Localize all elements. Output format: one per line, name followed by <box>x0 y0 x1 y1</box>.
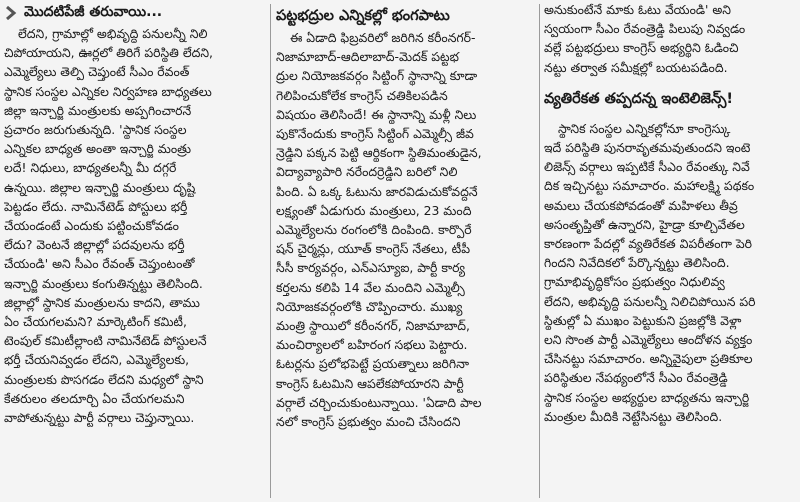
text-line: స్థితుల్లో ఏ ముఖం పెట్టుకుని ప్రజల్లోకి వెళ్లా <box>544 312 742 328</box>
text-line: గెలిపించుకోలేక కాంగ్రెస్ చతికిలపడిన <box>276 87 448 103</box>
text-line: కర్తలను కలిపి 14 వేల మందిని ఎమ్మెల్సీ <box>276 279 465 295</box>
text-line: స్థానిక సంస్థల ఎన్నికల్లోనూ కాంగ్రెస్కు <box>558 120 731 136</box>
continuation-heading <box>4 2 264 24</box>
article-column-2 <box>276 0 534 502</box>
text-line: స్వయంగా సీఎం రేవంత్రెడ్డి పిలుపు నివ్వడం <box>544 21 746 37</box>
text-line: లేదు? వెంటనే జిల్లాల్లో పదవులను భర్తీ <box>4 237 185 253</box>
text-line: చేయండంటే ఎందుకు పట్టించుకోవడం <box>4 218 179 234</box>
text-line: చేయండి' అని సీఎం రేవంత్ చెప్తుంటంతో <box>4 256 195 272</box>
text-line: దిక ఇచ్చినట్టు సమాచారం. మహాలక్ష్మి పథకం <box>544 178 755 194</box>
text-line: ఎమ్మెల్యేలు తెల్పి చెప్తుంటే సీఎం రేవంత్ <box>4 64 190 80</box>
text-line: నియోజకవర్గంలోకి చొప్పించారు. ముఖ్య <box>276 298 463 314</box>
text-line: విద్యావ్యాపారి నరేందర్రెడ్డిని బరిలో నిలి <box>276 164 458 180</box>
column-3-body <box>544 119 796 426</box>
text-line: లేదని, అభివృద్ధి పనులన్నీ నిలిచిపోయిన పరి <box>544 293 756 309</box>
text-line: వల్లే పట్టభద్రులు కాంగ్రెస్ అభ్యర్థిని ఓడించి <box>544 40 739 56</box>
text-line: అసంతృప్తితో ఉన్నారని, హైడ్రా కూల్చివేతల <box>544 216 745 232</box>
text-line: కారణంగా పేదల్లో వ్యతిరేకత విపరీతంగా పెరి <box>544 236 753 252</box>
text-line: చిపోయాయని, ఊర్లలో తిరిగే పరిస్థితి లేదని, <box>4 45 213 61</box>
subheading-graduates-election: పట్టభద్రుల ఎన్నికల్లో భంగపాటు <box>276 8 450 24</box>
text-line: గ్రామాభివృద్ధికోసం ప్రభుత్వం నిధులివ్వ <box>544 274 725 290</box>
text-line: భర్తీ చేయనివ్వడం లేదని, ఎమ్మెల్యేలకు, <box>4 352 190 368</box>
text-line: స్థానిక సంస్థల ఎన్నికల నిర్వహణ బాధ్యతలు <box>4 83 212 99</box>
column-3-top-body <box>544 0 796 77</box>
text-line: నిజామాబాద్-ఆదిలాబాద్-మెదక్ పట్టభ <box>276 49 459 65</box>
column-divider <box>539 4 540 498</box>
chevron-right-icon <box>4 6 18 20</box>
continuation-heading-text: మొదటిపేజీ తరువాయి... <box>24 3 163 20</box>
text-line: కేతరులం తలదూర్చి ఏం చేయగలమని <box>4 390 185 406</box>
text-line: ఇదే పరిస్థితి పునరావృతమవుతుందని ఇంటె <box>544 140 751 156</box>
text-line: ఎన్నికల బాధ్యత అంతా ఇన్చార్జి మంత్రు <box>4 141 192 157</box>
text-line: జిల్లా ఇన్చార్జి మంత్రులకు అప్పగించారనే <box>4 102 192 118</box>
text-line: ఎమ్మెల్యేలను రంగంలోకి దింపింది. కార్పొరే <box>276 222 472 238</box>
text-line: స్థానిక సంస్థల అభ్యర్థుల బాధ్యతను ఇన్చార్జి <box>544 389 750 405</box>
text-line: చేసినట్టు సమాచారం. అన్నివైపులా ప్రతికూల <box>544 351 753 367</box>
column-2-body <box>276 28 534 431</box>
text-line: నలో కాంగ్రెస్ ప్రభుత్వం మంచి చేసిందని <box>276 414 461 430</box>
text-line: న్రెడ్డిని పక్కన పెట్టి ఆర్థికంగా స్థితిమంతుడైన, <box>276 145 482 161</box>
text-line: మంత్రి స్థాయిలో కరీంనగర్, నిజామాబాద్, <box>276 318 470 334</box>
text-line: లేదని, గ్రామాల్లో అభివృద్ధి పనులన్నీ నిలి <box>18 26 208 41</box>
text-line: నట్టు తర్వాత సమీక్షల్లో బయటపడింది. <box>544 59 728 75</box>
text-line: లదే! నిధులు, బాధ్యతలన్నీ మీ దగ్గరే <box>4 160 177 176</box>
text-line: అనుకుంటేనే మాకు ఓటు వేయండి' అని <box>544 2 732 17</box>
text-line: వర్గాలే చర్చించుకుంటున్నాయి. 'ఏడాది పాల <box>276 394 482 410</box>
text-line: పింది. ఏ ఒక్క ఓటును జారవిడుచుకోవద్దనే <box>276 183 478 199</box>
text-line: ఓటర్లను ప్రలోభపెట్టే ప్రయత్నాలు జరిగినా <box>276 356 470 372</box>
text-line: పెట్టడం లేదు. నామినేటెడ్ పోస్టులు భర్తీ <box>4 198 188 214</box>
text-line: లని సొంత పార్టీ ఎమ్మెల్యేలు ఆందోళన వ్యక్తం <box>544 332 753 348</box>
text-line: ఈ ఏడాది ఫిబ్రవరిలో జరిగిన కరీంనగర్- <box>290 30 476 45</box>
text-line: మంచిర్యాలలో బహిరంగ సభలు పెట్టారు. <box>276 337 468 353</box>
text-line: ఏం చేయగలమని? మార్కెటింగ్ కమిటీ, <box>4 314 187 330</box>
text-line: ఉన్నయి. జిల్లాల ఇన్చార్జి మంత్రులు దృష్టి <box>4 179 196 195</box>
text-line: కాంగ్రెస్ ఓటమిని ఆపలేకపోయారని పార్టీ <box>276 375 464 391</box>
subheading-intelligence: వ్యతిరేకత తప్పదన్న ఇంటెలిజెన్స్! <box>544 90 733 107</box>
column-divider <box>270 4 271 498</box>
text-line: ఇన్చార్జి మంత్రులు కంగుతిన్నట్టు తెలిసింది. <box>4 275 203 291</box>
text-line: మంత్రుల మీదికి నెట్టేసినట్టు తెలిసింది. <box>544 408 723 424</box>
column-1-body <box>4 24 264 427</box>
article-column-1 <box>4 0 264 502</box>
text-line: టెంపుల్ కమిటీల్లాంటి నామినేటెడ్ పోస్టులనే <box>4 333 207 349</box>
text-line: పుకొనేందుకు కాంగ్రెస్ సిట్టింగ్ ఎమ్మెల్సీ జీవ <box>276 126 474 142</box>
text-line: షన్ చైర్మన్లు, యూత్ కాంగ్రెస్ నేతలు, టీపీ <box>276 241 471 257</box>
text-line: గిందని నివేదికలో పేర్కొన్నట్టు తెలిసింది. <box>544 255 730 271</box>
text-line: అమలు చేయకపోవడంతో మహిళలు తీవ్ర <box>544 197 738 213</box>
text-line: పరిస్థితుల నేపథ్యంలోనే సీఎం రేవంత్రెడ్డి <box>544 370 728 386</box>
article-column-3 <box>544 0 796 502</box>
text-line: లక్ష్యంతో ఏడుగురు మంత్రులు, 23 మంది <box>276 202 472 218</box>
text-line: జిల్లాల్లో స్థానిక మంత్రులను కాదని, తాము <box>4 294 200 310</box>
text-line: వాపోతున్నట్టు పార్టీ వర్గాలు చెప్తున్నాయి. <box>4 410 195 426</box>
text-line: విషయం తెలిసిందే! ఈ స్థానాన్ని మళ్లీ నిలు <box>276 106 477 122</box>
text-line: లిజెన్స్ వర్గాలు ఇప్పటికే సీఎం రేవంత్కు నివే <box>544 159 750 175</box>
text-line: సీసీ కార్యవర్గం, ఎన్ఎస్యూఐ, పార్టీ కార్య <box>276 260 466 276</box>
text-line: ద్రుల నియోజకవర్గం సిట్టింగ్ స్థానాన్ని కూడా <box>276 68 478 84</box>
text-line: ప్రచారం జరుగుతున్నది. 'స్థానిక సంస్థల <box>4 122 187 138</box>
text-line: మంత్రులకు పొసగడం లేదని మధ్యలో స్థాని <box>4 371 204 387</box>
